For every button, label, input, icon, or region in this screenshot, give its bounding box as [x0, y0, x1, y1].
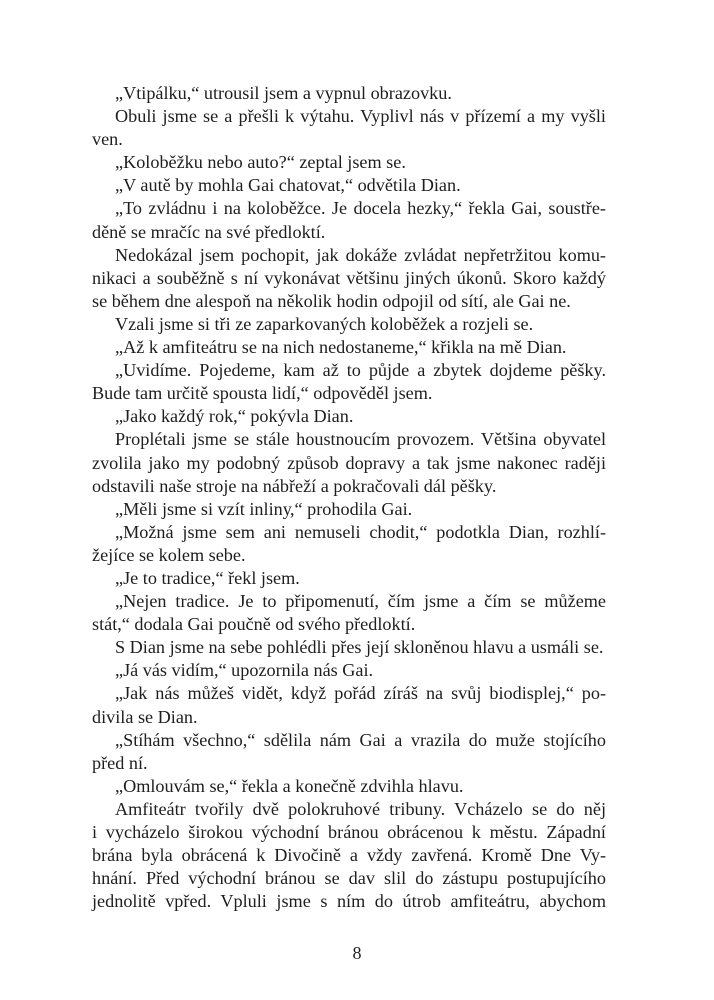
paragraph — [92, 151, 606, 174]
text-line: „Já vás vidím,“ upozornila nás Gai. — [115, 660, 374, 681]
text-line: odstavili naše stroje na nábřeží a pokračovali dál pěšky. — [92, 475, 497, 496]
paragraph — [92, 498, 606, 521]
page-body — [92, 82, 606, 913]
text-line: i vycházelo širokou východní bránou obrácenou k městu. Západní — [92, 822, 606, 842]
paragraph — [92, 197, 606, 243]
paragraph — [92, 775, 606, 798]
text-line: jednolitě vpřed. Vpluli jsme s ním do útrob amfiteátru, abychom — [92, 891, 606, 912]
paragraph — [92, 244, 606, 313]
paragraph — [92, 659, 606, 682]
text-line: „Možná jsme sem ani nemuseli chodit,“ podotkla Dian, rozhlí- — [115, 521, 606, 542]
text-line: „Koloběžku nebo auto?“ zeptal jsem se. — [115, 152, 406, 173]
paragraph — [92, 567, 606, 590]
text-line: „Až k amfiteátru se na nich nedostaneme,“ křikla na mě Dian. — [115, 337, 567, 358]
text-line: „V autě by mohla Gai chatovat,“ odvětila Dian. — [115, 175, 461, 196]
paragraph — [92, 521, 606, 567]
paragraph — [92, 174, 606, 197]
text-line: „Je to tradice,“ řekl jsem. — [115, 567, 300, 588]
text-line: před ní. — [92, 752, 148, 773]
text-line: Obuli jsme se a přešli k výtahu. Vyplivl nás v přízemí a my vyšli — [115, 106, 606, 127]
paragraph — [92, 359, 606, 405]
text-line: „Měli jsme si vzít inlinу,“ prohodila Gai. — [115, 498, 413, 519]
text-line: nikaci a souběžně s ní vykonávat většinu jiných úkonů. Skoro každý — [92, 267, 606, 288]
paragraph — [92, 105, 606, 151]
paragraph — [92, 798, 606, 913]
text-line: brána byla obrácená k Divočině a vždy zavřená. Kromě Dne Vy- — [92, 845, 606, 866]
text-line: Proplétali jsme se stále houstnoucím provozem. Většina obyvatel — [115, 429, 606, 450]
text-line: S Dian jsme na sebe pohlédli přes její skloněnou hlavu a usmáli se. — [115, 637, 604, 658]
text-line: „Stíhám všechno,“ sdělila nám Gai a vrazila do muže stojícího — [115, 729, 606, 750]
text-line: Amfiteátr tvořily dvě polokruhové tribuny. Vcházelo se do něj — [115, 798, 606, 819]
text-line: „Omlouvám se,“ řekla a konečně zdvihla hlavu. — [115, 775, 464, 796]
text-line: děně se mračíc na své předloktí. — [92, 221, 326, 242]
text-line: žejíce se kolem sebe. — [92, 544, 246, 565]
page-number: 8 — [352, 943, 362, 963]
paragraph — [92, 682, 606, 728]
paragraph — [92, 405, 606, 428]
text-line: „Nejen tradice. Je to připomenutí, čím jsme a čím se můžeme — [115, 591, 606, 612]
text-line: divila se Dian. — [92, 706, 198, 727]
paragraph — [92, 82, 606, 105]
text-line: „Jako každý rok,“ pokývla Dian. — [115, 406, 354, 427]
text-line: Bude tam určitě spousta lidí,“ odpověděl jsem. — [92, 383, 433, 404]
paragraph — [92, 313, 606, 336]
paragraph — [92, 428, 606, 497]
text-line: Vzali jsme si tři ze zaparkovaných koloběžek a rozjeli se. — [115, 313, 534, 334]
paragraph — [92, 729, 606, 775]
text-line: hnání. Před východní bránou se dav slil do zástupu postupujícího — [92, 868, 606, 889]
text-line: „Uvidíme. Pojedeme, kam až to půjde a zbytek dojdeme pěšky. — [115, 360, 606, 381]
paragraph — [92, 636, 606, 659]
text-line: Nedokázal jsem pochopit, jak dokáže zvládat nepřetržitou komu- — [115, 244, 606, 265]
text-line: „Vtipálku,“ utrousil jsem a vypnul obrazovku. — [115, 83, 452, 103]
text-line: ven. — [92, 129, 123, 150]
text-line: zvolila jako my podobný způsob dopravy a tak jsme nakonec raději — [92, 452, 606, 473]
text-line: se během dne alespoň na několik hodin odpojil od sítí, ale Gai ne. — [92, 290, 571, 311]
paragraph — [92, 590, 606, 636]
text-line: „Jak nás můžeš vidět, když pořád zíráš na svůj biodisplej,“ po- — [115, 683, 606, 704]
text-line: „To zvládnu i na koloběžce. Je docela hezky,“ řekla Gai, soustře- — [115, 198, 606, 219]
paragraph — [92, 336, 606, 359]
text-line: stát,“ dodala Gai poučně od svého předloktí. — [92, 614, 416, 635]
